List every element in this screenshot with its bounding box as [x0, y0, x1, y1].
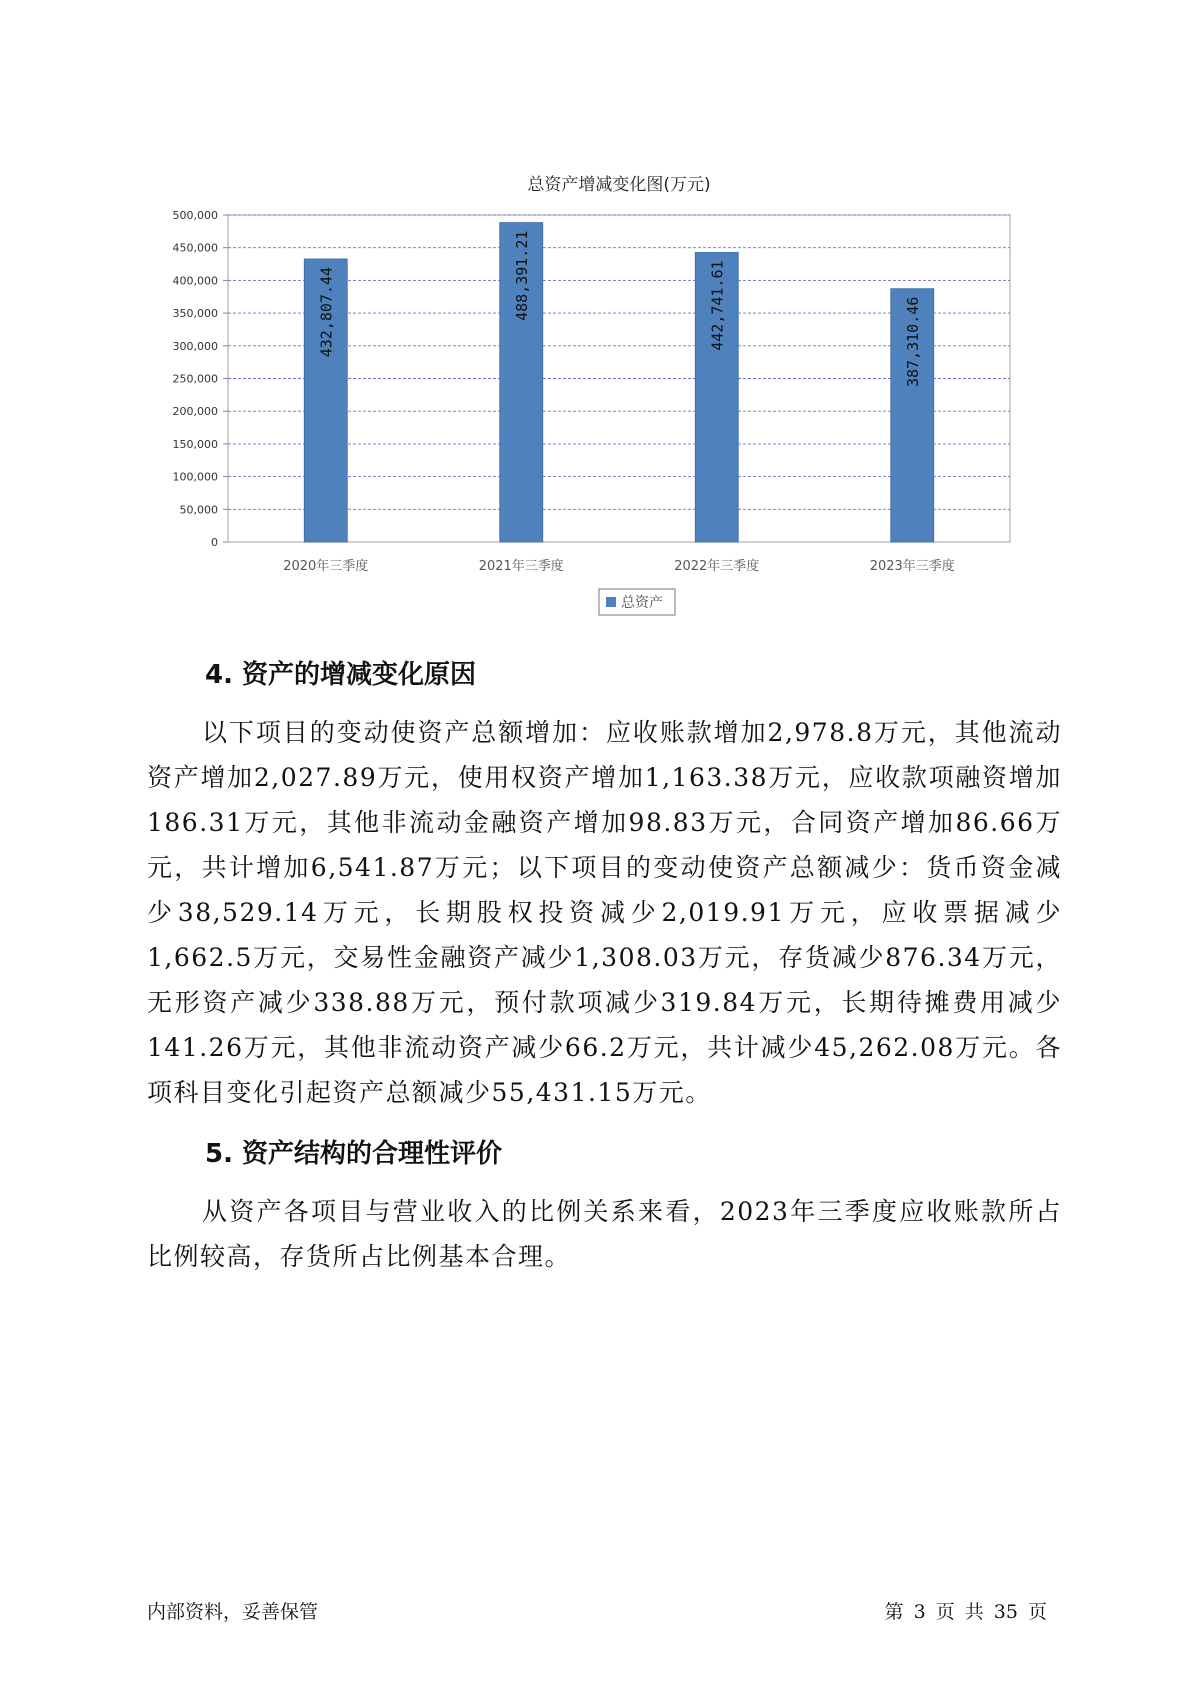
legend-swatch [606, 597, 616, 607]
y-tick-label: 250,000 [172, 372, 218, 386]
total-assets-chart [160, 170, 1020, 630]
chart-svg [160, 170, 1020, 630]
y-tick-label: 200,000 [172, 405, 218, 419]
section-4-heading: 4. 资产的增减变化原因 [205, 660, 477, 690]
x-tick-label: 2020年三季度 [283, 559, 369, 574]
x-tick-label: 2022年三季度 [674, 559, 760, 574]
y-tick-label: 100,000 [172, 470, 218, 484]
data-label: 387,310.46 [904, 296, 923, 388]
data-label: 488,391.21 [513, 230, 532, 321]
section-5-heading: 5. 资产结构的合理性评价 [205, 1139, 503, 1169]
footer-page-number: 第 3 页 共 35 页 [884, 1601, 1047, 1623]
section-4-paragraph: 以下项目的变动使资产总额增加：应收账款增加2,978.8万元，其他流动资产增加2,027.89万元，使用权资产增加1,163.38万元，应收款项融资增加186.31万元，其他非流动金融资产增加98.83万元，合同资产增加86.66万元，共计增加6,541.87万元；以下项目的变动使资产总额减少：货币资金减少38,529.14万元，长期股权投资减少2,019.91万元，应收票据减少1,662.5万元，交易性金融资产减少1,308.03万元，存货减少876.34万元，无形资产减少338.88万元，预付款项减少319.84万元，长期待摊费用减少141.26万元，其他非流动资产减少66.2万元，共计减少45,262.08万元。各项科目变化引起资产总额减少55,431.15万元。 [147, 718, 1062, 1107]
x-tick-label: 2023年三季度 [869, 559, 955, 574]
legend-label: 总资产 [621, 595, 663, 611]
y-tick-label: 450,000 [172, 241, 218, 255]
x-tick-label: 2021年三季度 [478, 559, 564, 574]
y-tick-label: 400,000 [172, 274, 218, 288]
data-label: 442,741.61 [708, 260, 727, 351]
y-tick-label: 350,000 [172, 307, 218, 321]
footer-confidential-note: 内部资料，妥善保管 [147, 1601, 319, 1623]
chart-title: 总资产增减变化图(万元) [527, 175, 711, 195]
y-tick-label: 150,000 [172, 437, 218, 451]
y-tick-label: 300,000 [172, 339, 218, 353]
y-tick-label: 0 [211, 536, 218, 549]
data-label: 432,807.44 [317, 266, 336, 358]
section-5-paragraph: 从资产各项目与营业收入的比例关系来看，2023年三季度应收账款所占比例较高，存货所占比例基本合理。 [147, 1197, 1062, 1271]
y-tick-label: 500,000 [172, 209, 218, 222]
y-tick-label: 50,000 [179, 503, 218, 517]
